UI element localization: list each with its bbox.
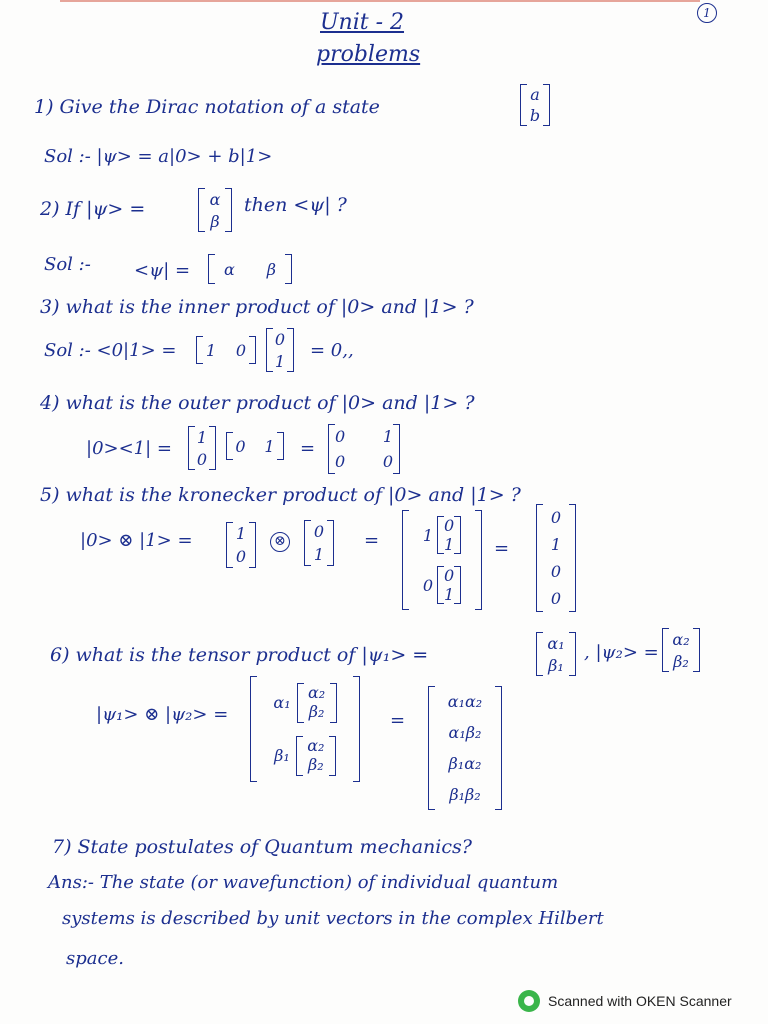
q6-result-vector: [428, 686, 502, 810]
q5-res-1: 1: [550, 535, 562, 554]
q4-r12: 1: [382, 427, 393, 446]
q2-psi-matrix: [198, 188, 232, 232]
page-edge-line: [60, 0, 700, 2]
q5-lhs: |0> ⊗ |1> =: [80, 530, 193, 551]
q4-col-0: 0: [196, 449, 208, 469]
q5-right-0: 0: [313, 522, 325, 541]
q5-question: 5) what is the kronecker product of |0> and |1> ?: [40, 484, 521, 506]
q5-right-vector: [304, 520, 334, 566]
q5-block-bottom-coef: 0: [422, 575, 434, 595]
q4-question: 4) what is the outer product of |0> and |1> ?: [40, 392, 475, 414]
q2-answer-prefix: Sol :-: [44, 254, 91, 275]
page-number: 1: [697, 3, 717, 23]
q3-col-vector: [266, 328, 294, 372]
q3-col-0: 0: [274, 329, 286, 349]
q5-result-vector: [536, 504, 576, 612]
q6-bt-1: β₂: [308, 701, 325, 721]
q6-question: 6) what is the tensor product of |ψ₁> =: [50, 644, 429, 666]
q3-row-vector: [196, 336, 256, 364]
page-title: Unit - 2: [320, 10, 405, 35]
q6-block-top: [273, 683, 336, 723]
q5-bb-1: 1: [444, 585, 455, 604]
q6-res-3: β₁β₂: [449, 785, 481, 804]
q6-res-1: α₁β₂: [448, 723, 482, 742]
q3-col-1: 1: [274, 351, 286, 371]
q4-eq: =: [300, 438, 316, 459]
q6-bb-0: α₂: [307, 735, 325, 755]
scanner-footer: [518, 990, 732, 1012]
q6-lhs: |ψ₁> ⊗ |ψ₂> =: [96, 704, 229, 725]
q6-block-top-vec: [297, 683, 337, 723]
q5-block-matrix: [402, 510, 482, 610]
q4-result-row1: [335, 427, 393, 446]
q2-psi-beta: β: [210, 211, 220, 231]
q4-result-matrix: [328, 424, 400, 474]
q6-psi1-beta: β₁: [548, 655, 564, 675]
q5-res-2: 0: [550, 562, 562, 581]
scanner-watermark-text: Scanned with OKEN Scanner: [548, 993, 732, 1009]
q4-lhs: |0><1| =: [86, 438, 173, 459]
q7-question: 7) State postulates of Quantum mechanics?: [52, 836, 472, 858]
q4-col-1: 1: [196, 427, 208, 447]
q4-row-vector: [226, 432, 284, 460]
q4-result-row2: [335, 452, 393, 471]
q6-bb-1: β₂: [307, 754, 324, 774]
q2-bra-row: [208, 254, 292, 284]
q2-psi-alpha: α: [209, 189, 221, 209]
q2-answer-lhs: <ψ| =: [134, 260, 191, 281]
q5-left-0: 0: [235, 547, 247, 566]
q7-answer-line2: systems is described by unit vectors in the complex Hilbert: [62, 908, 604, 929]
q6-psi1-alpha: α₁: [547, 633, 565, 653]
q6-res-0: α₁α₂: [447, 692, 483, 711]
q5-res-0: 0: [550, 508, 562, 527]
q5-res-3: 0: [550, 589, 562, 608]
q2-bra-beta: β: [266, 259, 277, 279]
q6-block-bottom-coef: β₁: [274, 746, 290, 765]
q7-answer-line1: Ans:- The state (or wavefunction) of individual quantum: [48, 872, 559, 893]
q3-result: = 0,,: [310, 340, 354, 361]
oken-scanner-logo-icon: [518, 990, 540, 1012]
q6-psi1-vector: [536, 632, 576, 676]
q6-psi2-beta: β₂: [673, 651, 689, 671]
q5-block-top: [423, 516, 461, 554]
q5-right-1: 1: [313, 545, 325, 564]
q6-bt-0: α₂: [308, 682, 326, 702]
q6-sep: , |ψ₂> =: [584, 642, 659, 663]
q5-left-vector: [226, 522, 256, 568]
q3-answer-prefix: Sol :- <0|1> =: [44, 340, 177, 361]
q6-block-bottom-vec: [296, 736, 336, 776]
q6-psi2-vector: [662, 628, 700, 672]
q5-eq2: =: [494, 538, 510, 559]
q6-block-bottom: [274, 736, 336, 776]
q5-block-top-vec: [437, 516, 461, 554]
q4-r21: 0: [335, 452, 346, 471]
q5-bt-1: 1: [444, 535, 455, 554]
q6-eq: =: [390, 710, 406, 731]
q1-question: 1) Give the Dirac notation of a state: [34, 96, 380, 118]
q4-row-0: 0: [235, 436, 246, 456]
q5-block-top-coef: 1: [422, 525, 434, 545]
q6-block-matrix: [250, 676, 360, 782]
q6-res-2: β₁α₂: [448, 754, 482, 773]
q5-block-bottom-vec: [437, 566, 461, 604]
q5-eq1: =: [364, 530, 380, 551]
q5-bt-0: 0: [444, 516, 455, 535]
q1-state-matrix: [520, 84, 550, 126]
q6-block-top-coef: α₁: [273, 693, 291, 712]
q1-answer: Sol :- |ψ> = a|0> + b|1>: [44, 146, 273, 167]
q3-row-0: 0: [235, 340, 247, 360]
q4-row-1: 1: [264, 436, 275, 456]
q4-r11: 0: [335, 427, 346, 446]
page-subtitle: problems: [316, 42, 421, 67]
q5-block-bottom: [423, 566, 461, 604]
q2-prefix: 2) If |ψ> =: [40, 198, 146, 220]
q4-r22: 0: [382, 452, 393, 471]
q3-question: 3) what is the inner product of |0> and |1> ?: [40, 296, 474, 318]
q2-suffix: then <ψ| ?: [244, 194, 347, 216]
q3-row-1: 1: [205, 340, 217, 360]
q6-psi2-alpha: α₂: [672, 629, 690, 649]
q2-bra-alpha: α: [223, 259, 235, 279]
q1-state-b: b: [529, 106, 541, 125]
q5-left-1: 1: [235, 524, 247, 543]
q4-col-vector: [188, 426, 216, 470]
q1-state-a: a: [530, 85, 540, 104]
q7-answer-line3: space.: [66, 948, 124, 969]
otimes-symbol: ⊗: [270, 532, 290, 552]
q5-bb-0: 0: [444, 566, 455, 585]
